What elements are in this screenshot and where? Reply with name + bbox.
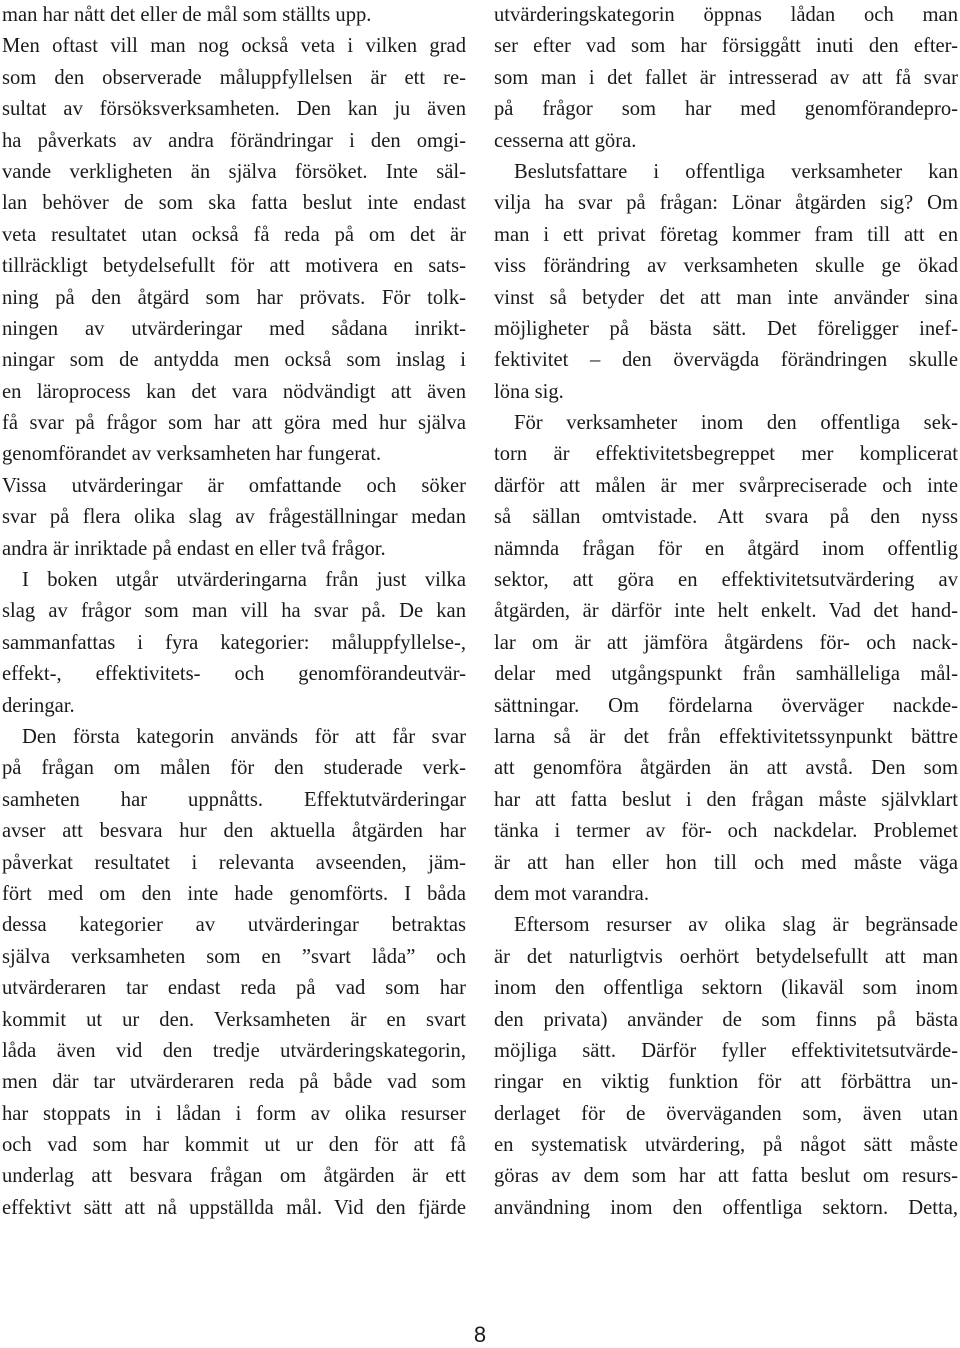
text-line: själva verksamheten som en ”svart låda” och (2, 945, 466, 968)
text-line: möjligheter på bästa sätt. Det föreligger inef- (494, 317, 958, 340)
text-line: samheten har uppnåtts. Effektutvärderingar (2, 788, 466, 811)
text-line: sättningar. Om fördelarna överväger nackde- (494, 694, 958, 717)
text-line: på frågor som har med genomförandepro- (494, 98, 958, 121)
text-line: Men oftast vill man nog också veta i vilken grad (2, 35, 466, 58)
text-line: löna sig. (494, 380, 564, 403)
text-line: som den observerade måluppfyllelsen är ett re- (2, 66, 466, 89)
text-line: har stoppats in i lådan i form av olika resurser (2, 1102, 466, 1125)
text-line: dessa kategorier av utvärderingar betraktas (2, 914, 466, 937)
text-line: För verksamheter inom den offentliga sek- (514, 412, 958, 435)
text-line: man i ett privat företag kommer fram till att en (494, 223, 958, 246)
text-line: fektivitet – den övervägda förändringen skulle (494, 349, 958, 372)
text-line: är det naturligtvis oerhört betydelsefullt att man (494, 945, 958, 968)
text-line: är att han eller hon till och med måste väga (494, 851, 958, 874)
text-line: Den första kategorin används för att får svar (22, 725, 466, 748)
text-line: sammanfattas i fyra kategorier: måluppfyllelse-, (2, 631, 466, 654)
text-line: larna så är det från effektivitetssynpunkt bättre (494, 725, 958, 748)
text-line: dem mot varandra. (494, 882, 649, 905)
text-line: att genomföra åtgärden än att avstå. Den som (494, 757, 958, 780)
left-text-column (2, 0, 466, 1224)
text-line: ningar som de antydda men också som inslag i (2, 349, 466, 372)
text-line: ser efter vad som har försiggått inuti den efter- (494, 35, 958, 58)
text-line: viss förändring av verksamheten skulle ge ökad (494, 255, 958, 278)
text-line: underlag att besvara frågan om åtgärden är ett (2, 1165, 466, 1188)
text-line: slag av frågor som man vill ha svar på. De kan (2, 600, 466, 623)
text-line: så sällan omtvistade. Att svara på den nyss (494, 506, 958, 529)
text-line: en läroprocess kan det vara nödvändigt att även (2, 380, 466, 403)
text-line: genomförandet av verksamheten har fungerat. (2, 443, 382, 466)
text-line: som man i det fallet är intresserad av att få svar (494, 66, 958, 89)
text-line: vande verkligheten än själva försöket. Inte säl- (2, 160, 466, 183)
text-line: tillräckligt betydelsefullt för att motivera en sats- (2, 255, 466, 278)
text-line: effekt-, effektivitets- och genomförandeutvär- (2, 663, 466, 686)
text-line: derlaget för de överväganden som, även utan (494, 1102, 958, 1125)
text-line: användning inom den offentliga sektorn. Detta, (494, 1196, 958, 1219)
text-line: låda även vid den tredje utvärderingskategorin, (2, 1039, 466, 1062)
text-line: åtgärden, är därför inte helt enkelt. Vad det hand- (494, 600, 958, 623)
text-line: man har nått det eller de mål som ställts upp. (2, 4, 372, 26)
text-line: ringar en viktig funktion för att förbättra un- (494, 1071, 958, 1094)
text-line: torn är effektivitetsbegreppet mer komplicerat (494, 443, 958, 466)
text-line: Beslutsfattare i offentliga verksamheter kan (514, 160, 958, 183)
text-line: därför att målen är mer svårpreciserade och inte (494, 474, 958, 497)
text-line: få svar på frågor som har att göra med hur själva (2, 412, 466, 435)
text-line: ning på den åtgärd som har prövats. För tolk- (2, 286, 466, 309)
text-line: I boken utgår utvärderingarna från just vilka (22, 569, 466, 592)
page-number: 8 (473, 1322, 487, 1347)
text-line: påverkat resultatet i relevanta avseenden, jäm- (2, 851, 466, 874)
text-line: en systematisk utvärdering, på något sätt måste (494, 1134, 958, 1157)
right-text-column (494, 0, 958, 1224)
text-line: deringar. (2, 694, 75, 717)
text-line: svar på flera olika slag av frågeställningar medan (2, 506, 466, 529)
text-line: delar med utgångspunkt från samhälleliga mål- (494, 663, 958, 686)
text-line: göras av dem som har att fatta beslut om resurs- (494, 1165, 958, 1188)
text-line: men där tar utvärderaren reda på både vad som (2, 1071, 466, 1094)
text-line: nämnda frågan för en åtgärd inom offentlig (494, 537, 958, 560)
text-line: kommit ut ur den. Verksamheten är en svart (2, 1008, 466, 1031)
text-line: fört med om den inte hade genomförts. I båda (2, 882, 466, 905)
text-line: utvärderingskategorin öppnas lådan och man (494, 4, 958, 26)
text-line: veta resultatet utan också få reda på om det är (2, 223, 466, 246)
text-line: avser att besvara hur den aktuella åtgärden har (2, 820, 466, 843)
text-line: och vad som har kommit ut ur den för att få (2, 1134, 466, 1157)
text-line: Eftersom resurser av olika slag är begränsade (514, 914, 958, 937)
text-line: ningen av utvärderingar med sådana inrikt- (2, 317, 466, 340)
text-line: utvärderaren tar endast reda på vad som har (2, 977, 466, 1000)
text-line: inom den offentliga sektorn (likaväl som inom (494, 977, 958, 1000)
text-line: effektivt sätt att nå uppställda mål. Vid den fjärde (2, 1196, 466, 1219)
text-line: vilja ha svar på frågan: Lönar åtgärden sig? Om (494, 192, 958, 215)
text-line: ha påverkats av andra förändringar i den omgi- (2, 129, 466, 152)
text-line: sultat av försöksverksamheten. Den kan ju även (2, 98, 466, 121)
text-line: tänka i termer av för- och nackdelar. Problemet (494, 820, 958, 843)
text-line: den privata) använder de som finns på bästa (494, 1008, 958, 1031)
text-line: vinst så betyder det att man inte använder sina (494, 286, 958, 309)
text-line: andra är inriktade på endast en eller två frågor. (2, 537, 386, 560)
text-line: har att fatta beslut i den frågan måste självklart (494, 788, 958, 811)
text-line: möjliga sätt. Därför fyller effektivitetsutvärde- (494, 1039, 958, 1062)
text-line: Vissa utvärderingar är omfattande och söker (2, 474, 466, 497)
text-line: cesserna att göra. (494, 129, 637, 152)
text-line: lar om är att jämföra åtgärdens för- och nack- (494, 631, 958, 654)
text-line: lan behöver de som ska fatta beslut inte endast (2, 192, 466, 215)
text-line: på frågan om målen för den studerade verk- (2, 757, 466, 780)
text-line: sektor, att göra en effektivitetsutvärdering av (494, 569, 958, 592)
